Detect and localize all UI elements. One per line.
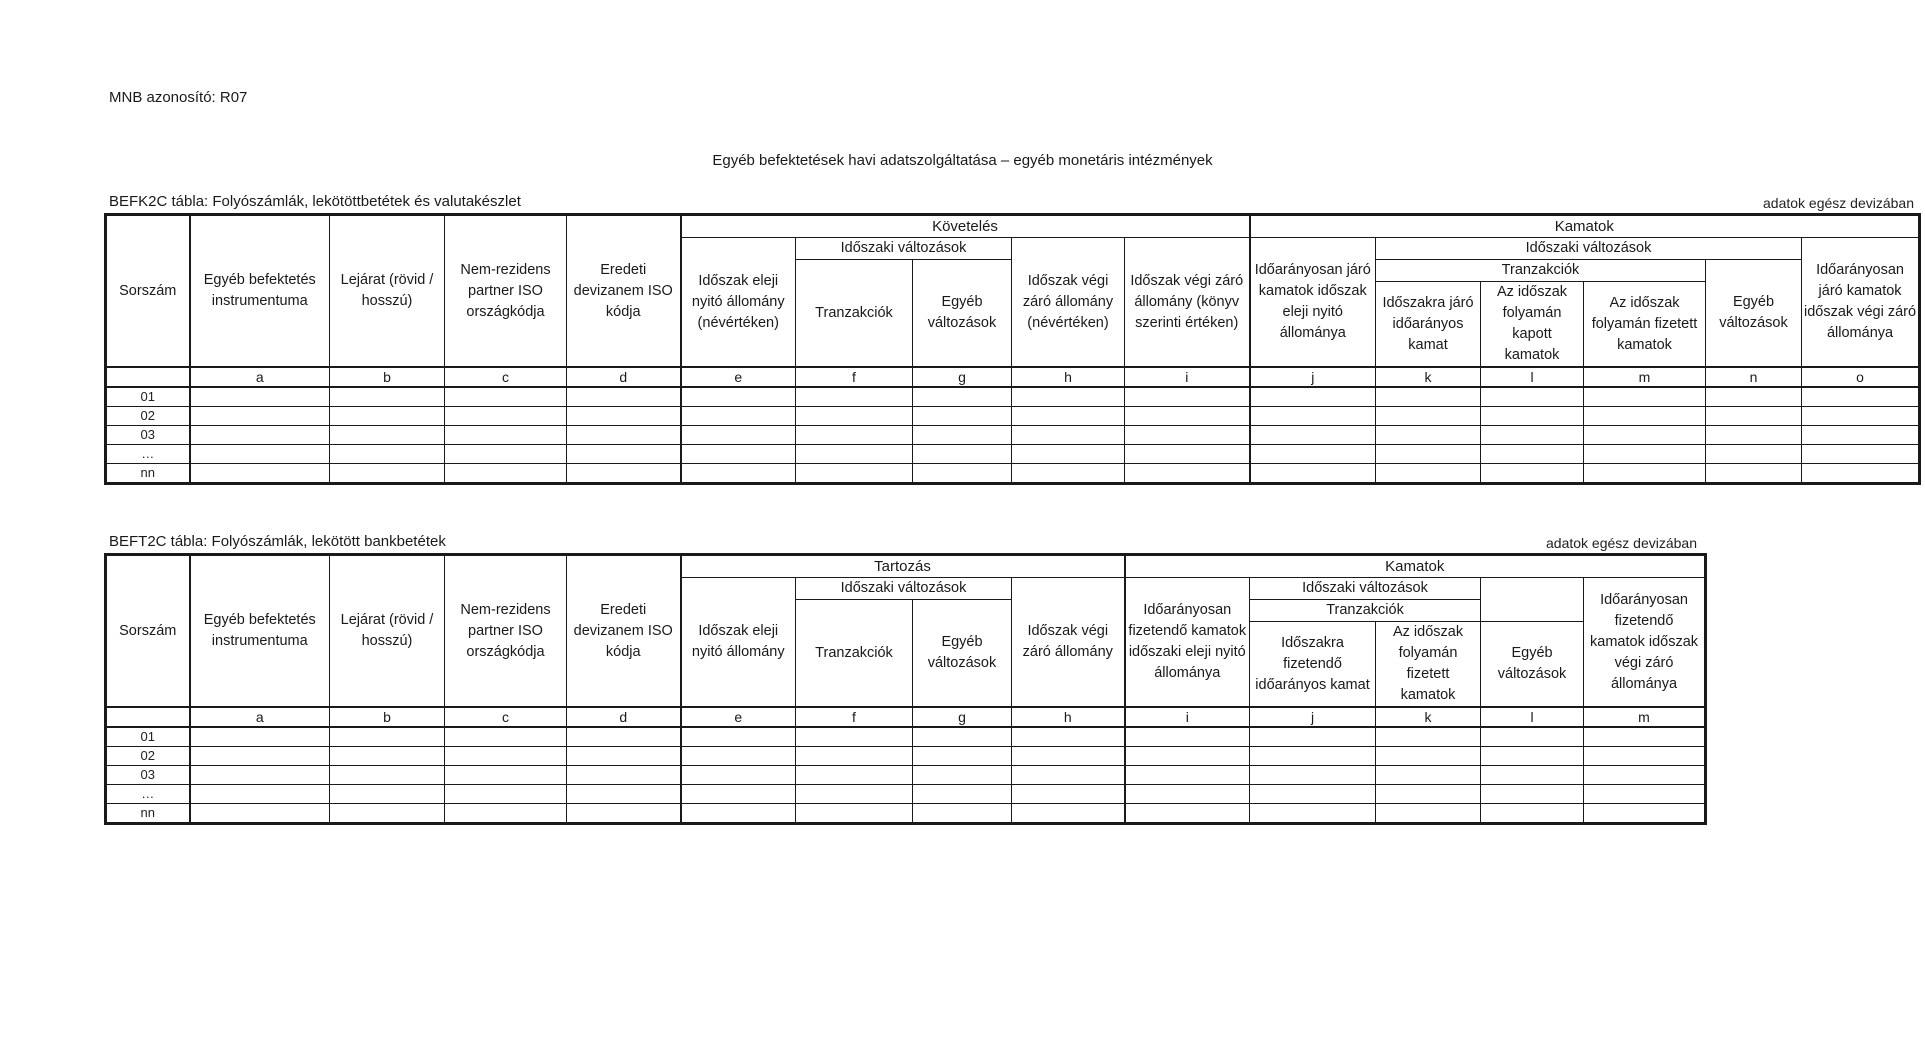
table2-beft2c: [104, 553, 1707, 825]
data-cell-d[interactable]: [567, 464, 681, 484]
data-cell-i[interactable]: [1125, 727, 1250, 747]
data-cell-c[interactable]: [445, 804, 567, 824]
data-cell-b[interactable]: [330, 785, 445, 804]
data-cell-c[interactable]: [445, 747, 567, 766]
data-cell-a[interactable]: [190, 766, 330, 785]
data-cell-k[interactable]: [1376, 747, 1481, 766]
column-letter-h: h: [1012, 707, 1125, 727]
group-header-idoszaki-valtozasok-kamat: Időszaki változások: [1376, 238, 1802, 260]
data-cell-j[interactable]: [1250, 804, 1376, 824]
data-cell-m[interactable]: [1584, 766, 1706, 785]
row-number: 03: [106, 766, 190, 785]
group-header-kamatok: Kamatok: [1125, 555, 1706, 578]
header-col-b: Lejárat (rövid / hosszú): [330, 215, 445, 368]
table-row: [106, 464, 1920, 484]
data-cell-l[interactable]: [1481, 766, 1584, 785]
table-row: [106, 445, 1920, 464]
data-cell-e[interactable]: [681, 785, 796, 804]
table1-title: BEFK2C tábla: Folyószámlák, lekötöttbetétek és valutakészlet: [109, 193, 521, 210]
data-cell-n[interactable]: [1706, 445, 1802, 464]
column-letter-e: e: [681, 707, 796, 727]
header-sorszam: Sorszám: [106, 215, 190, 368]
data-cell-l[interactable]: [1481, 727, 1584, 747]
header-col-d: Eredeti devizanem ISO kódja: [567, 555, 681, 708]
data-cell-f[interactable]: [796, 766, 913, 785]
mnb-identifier: MNB azonosító: R07: [109, 89, 248, 106]
header-col-l: Az időszak folyamán kapott kamatok: [1481, 282, 1584, 368]
header-col-n: Egyéb változások: [1706, 260, 1802, 368]
data-cell-k[interactable]: [1376, 766, 1481, 785]
row-number: …: [106, 785, 190, 804]
header-col-a: Egyéb befektetés instrumentuma: [190, 555, 330, 708]
table-row: [106, 407, 1920, 426]
group-header-tranzakciok: Tranzakciók: [1250, 600, 1481, 622]
data-cell-k[interactable]: [1376, 464, 1481, 484]
group-header-idoszaki-valtozasok: Időszaki változások: [796, 578, 1012, 600]
data-cell-f[interactable]: [796, 727, 913, 747]
data-cell-h[interactable]: [1012, 766, 1125, 785]
header-col-j: Időarányosan járó kamatok időszak eleji nyitó állománya: [1250, 238, 1376, 368]
data-cell-e[interactable]: [681, 747, 796, 766]
data-cell-o[interactable]: [1802, 464, 1920, 484]
data-cell-c[interactable]: [445, 766, 567, 785]
header-col-l: Egyéb változások: [1481, 622, 1584, 708]
data-cell-i[interactable]: [1125, 766, 1250, 785]
data-cell-a[interactable]: [190, 464, 330, 484]
data-cell-b[interactable]: [330, 747, 445, 766]
header-blank-cell: [1481, 578, 1584, 622]
data-cell-g[interactable]: [913, 407, 1012, 426]
data-cell-j[interactable]: [1250, 464, 1376, 484]
data-cell-j[interactable]: [1250, 407, 1376, 426]
data-cell-o[interactable]: [1802, 426, 1920, 445]
header-col-i: Időszak végi záró állomány (könyv szerinti értéken): [1125, 238, 1250, 368]
data-cell-g[interactable]: [913, 464, 1012, 484]
table2-title: BEFT2C tábla: Folyószámlák, lekötött bankbetétek: [109, 533, 446, 550]
table-row: [106, 747, 1706, 766]
data-cell-l[interactable]: [1481, 426, 1584, 445]
data-cell-j[interactable]: [1250, 426, 1376, 445]
data-cell-m[interactable]: [1584, 727, 1706, 747]
data-cell-b[interactable]: [330, 727, 445, 747]
data-cell-g[interactable]: [913, 785, 1012, 804]
group-header-kamatok: Kamatok: [1250, 215, 1920, 238]
row-number: …: [106, 445, 190, 464]
column-letter-j: j: [1250, 367, 1376, 387]
data-cell-d[interactable]: [567, 785, 681, 804]
data-cell-c[interactable]: [445, 407, 567, 426]
data-cell-g[interactable]: [913, 766, 1012, 785]
row-number: 02: [106, 407, 190, 426]
data-cell-d[interactable]: [567, 747, 681, 766]
data-cell-m[interactable]: [1584, 747, 1706, 766]
data-cell-l[interactable]: [1481, 407, 1584, 426]
data-cell-i[interactable]: [1125, 804, 1250, 824]
data-cell-c[interactable]: [445, 445, 567, 464]
data-cell-m[interactable]: [1584, 426, 1706, 445]
data-cell-k[interactable]: [1376, 727, 1481, 747]
table-row: [106, 426, 1920, 445]
row-number: 03: [106, 426, 190, 445]
data-cell-a[interactable]: [190, 407, 330, 426]
data-cell-n[interactable]: [1706, 426, 1802, 445]
table-row: [106, 804, 1706, 824]
data-cell-n[interactable]: [1706, 387, 1802, 407]
column-letter-k: k: [1376, 367, 1481, 387]
table-row: [106, 387, 1920, 407]
data-cell-d[interactable]: [567, 407, 681, 426]
data-cell-h[interactable]: [1012, 407, 1125, 426]
data-cell-g[interactable]: [913, 445, 1012, 464]
column-letter-g: g: [913, 707, 1012, 727]
header-col-f: Tranzakciók: [796, 260, 913, 368]
table2-unit-note: adatok egész devizában: [1546, 535, 1697, 551]
data-cell-j[interactable]: [1250, 387, 1376, 407]
data-cell-h[interactable]: [1012, 445, 1125, 464]
data-cell-i[interactable]: [1125, 407, 1250, 426]
data-cell-o[interactable]: [1802, 387, 1920, 407]
data-cell-n[interactable]: [1706, 407, 1802, 426]
data-cell-i[interactable]: [1125, 464, 1250, 484]
data-cell-b[interactable]: [330, 387, 445, 407]
data-cell-j[interactable]: [1250, 727, 1376, 747]
row-number: 01: [106, 387, 190, 407]
column-letter-m: m: [1584, 707, 1706, 727]
data-cell-k[interactable]: [1376, 785, 1481, 804]
data-cell-m[interactable]: [1584, 387, 1706, 407]
data-cell-f[interactable]: [796, 464, 913, 484]
data-cell-f[interactable]: [796, 407, 913, 426]
data-cell-a[interactable]: [190, 804, 330, 824]
data-cell-g[interactable]: [913, 747, 1012, 766]
document-title: Egyéb befektetések havi adatszolgáltatása – egyéb monetáris intézmények: [712, 152, 1213, 169]
data-cell-d[interactable]: [567, 387, 681, 407]
data-cell-h[interactable]: [1012, 464, 1125, 484]
header-col-f: Tranzakciók: [796, 600, 913, 708]
data-cell-e[interactable]: [681, 727, 796, 747]
data-cell-h[interactable]: [1012, 387, 1125, 407]
data-cell-j[interactable]: [1250, 445, 1376, 464]
column-letter-d: d: [567, 367, 681, 387]
data-cell-k[interactable]: [1376, 445, 1481, 464]
data-cell-k[interactable]: [1376, 387, 1481, 407]
table1-unit-note: adatok egész devizában: [1763, 195, 1914, 211]
data-cell-c[interactable]: [445, 785, 567, 804]
column-letter-a: a: [190, 707, 330, 727]
data-cell-a[interactable]: [190, 387, 330, 407]
data-cell-m[interactable]: [1584, 785, 1706, 804]
data-cell-k[interactable]: [1376, 804, 1481, 824]
data-cell-c[interactable]: [445, 387, 567, 407]
data-cell-n[interactable]: [1706, 464, 1802, 484]
header-col-h: Időszak végi záró állomány (névértéken): [1012, 238, 1125, 368]
header-col-k: Az időszak folyamán fizetett kamatok: [1376, 622, 1481, 708]
header-col-b: Lejárat (rövid / hosszú): [330, 555, 445, 708]
column-letter-a: a: [190, 367, 330, 387]
data-cell-a[interactable]: [190, 727, 330, 747]
column-letter-g: g: [913, 367, 1012, 387]
data-cell-l[interactable]: [1481, 387, 1584, 407]
group-header-idoszaki-valtozasok: Időszaki változások: [796, 238, 1012, 260]
data-cell-o[interactable]: [1802, 445, 1920, 464]
data-cell-h[interactable]: [1012, 785, 1125, 804]
header-col-m: Az időszak folyamán fizetett kamatok: [1584, 282, 1706, 368]
data-cell-i[interactable]: [1125, 747, 1250, 766]
data-cell-m[interactable]: [1584, 464, 1706, 484]
data-cell-f[interactable]: [796, 426, 913, 445]
letter-cell-blank: [106, 707, 190, 727]
data-cell-j[interactable]: [1250, 785, 1376, 804]
data-cell-c[interactable]: [445, 464, 567, 484]
data-cell-e[interactable]: [681, 426, 796, 445]
data-cell-f[interactable]: [796, 804, 913, 824]
group-header-tranzakciok: Tranzakciók: [1376, 260, 1706, 282]
header-col-g: Egyéb változások: [913, 600, 1012, 708]
header-col-k: Időszakra járó időarányos kamat: [1376, 282, 1481, 368]
data-cell-l[interactable]: [1481, 747, 1584, 766]
column-letter-b: b: [330, 707, 445, 727]
group-header-tartozas: Tartozás: [681, 555, 1125, 578]
column-letter-d: d: [567, 707, 681, 727]
column-letter-c: c: [445, 367, 567, 387]
data-cell-f[interactable]: [796, 785, 913, 804]
data-cell-d[interactable]: [567, 727, 681, 747]
data-cell-d[interactable]: [567, 766, 681, 785]
data-cell-f[interactable]: [796, 445, 913, 464]
header-col-i: Időarányosan fizetendő kamatok időszaki eleji nyitó állománya: [1125, 578, 1250, 708]
data-cell-e[interactable]: [681, 387, 796, 407]
group-header-idoszaki-valtozasok-kamat: Időszaki változások: [1250, 578, 1481, 600]
data-cell-g[interactable]: [913, 426, 1012, 445]
column-letter-m: m: [1584, 367, 1706, 387]
row-number: nn: [106, 804, 190, 824]
row-number: 02: [106, 747, 190, 766]
column-letter-i: i: [1125, 367, 1250, 387]
data-cell-h[interactable]: [1012, 747, 1125, 766]
table-row: [106, 766, 1706, 785]
data-cell-d[interactable]: [567, 426, 681, 445]
data-cell-h[interactable]: [1012, 804, 1125, 824]
header-col-c: Nem-rezidens partner ISO országkódja: [445, 555, 567, 708]
header-col-d: Eredeti devizanem ISO kódja: [567, 215, 681, 368]
data-cell-l[interactable]: [1481, 464, 1584, 484]
data-cell-e[interactable]: [681, 445, 796, 464]
data-cell-f[interactable]: [796, 747, 913, 766]
data-cell-i[interactable]: [1125, 445, 1250, 464]
row-number: 01: [106, 727, 190, 747]
data-cell-k[interactable]: [1376, 426, 1481, 445]
row-number: nn: [106, 464, 190, 484]
header-col-g: Egyéb változások: [913, 260, 1012, 368]
data-cell-e[interactable]: [681, 407, 796, 426]
group-header-kovetel: Követelés: [681, 215, 1250, 238]
table-row: [106, 785, 1706, 804]
header-col-h: Időszak végi záró állomány: [1012, 578, 1125, 708]
data-cell-a[interactable]: [190, 747, 330, 766]
data-cell-e[interactable]: [681, 464, 796, 484]
column-letter-b: b: [330, 367, 445, 387]
data-cell-f[interactable]: [796, 387, 913, 407]
data-cell-d[interactable]: [567, 804, 681, 824]
header-col-o: Időarányosan járó kamatok időszak végi záró állománya: [1802, 238, 1920, 368]
data-cell-k[interactable]: [1376, 407, 1481, 426]
data-cell-l[interactable]: [1481, 785, 1584, 804]
data-cell-b[interactable]: [330, 766, 445, 785]
column-letter-f: f: [796, 367, 913, 387]
data-cell-g[interactable]: [913, 387, 1012, 407]
data-cell-h[interactable]: [1012, 727, 1125, 747]
header-col-c: Nem-rezidens partner ISO országkódja: [445, 215, 567, 368]
data-cell-a[interactable]: [190, 445, 330, 464]
header-col-m: Időarányosan fizetendő kamatok időszak végi záró állománya: [1584, 578, 1706, 708]
data-cell-b[interactable]: [330, 464, 445, 484]
data-cell-b[interactable]: [330, 407, 445, 426]
data-cell-o[interactable]: [1802, 407, 1920, 426]
column-letter-o: o: [1802, 367, 1920, 387]
data-cell-b[interactable]: [330, 426, 445, 445]
column-letter-h: h: [1012, 367, 1125, 387]
data-cell-b[interactable]: [330, 804, 445, 824]
data-cell-m[interactable]: [1584, 407, 1706, 426]
data-cell-a[interactable]: [190, 426, 330, 445]
column-letter-j: j: [1250, 707, 1376, 727]
header-col-a: Egyéb befektetés instrumentuma: [190, 215, 330, 368]
data-cell-e[interactable]: [681, 804, 796, 824]
column-letter-n: n: [1706, 367, 1802, 387]
data-cell-i[interactable]: [1125, 387, 1250, 407]
data-cell-m[interactable]: [1584, 804, 1706, 824]
table1-befk2c: [104, 213, 1921, 485]
data-cell-g[interactable]: [913, 727, 1012, 747]
header-col-j: Időszakra fizetendő időarányos kamat: [1250, 622, 1376, 708]
data-cell-c[interactable]: [445, 727, 567, 747]
column-letter-l: l: [1481, 707, 1584, 727]
data-cell-h[interactable]: [1012, 426, 1125, 445]
data-cell-i[interactable]: [1125, 785, 1250, 804]
column-letter-i: i: [1125, 707, 1250, 727]
column-letter-c: c: [445, 707, 567, 727]
column-letter-f: f: [796, 707, 913, 727]
data-cell-i[interactable]: [1125, 426, 1250, 445]
data-cell-e[interactable]: [681, 766, 796, 785]
data-cell-l[interactable]: [1481, 804, 1584, 824]
data-cell-m[interactable]: [1584, 445, 1706, 464]
data-cell-g[interactable]: [913, 804, 1012, 824]
data-cell-l[interactable]: [1481, 445, 1584, 464]
data-cell-j[interactable]: [1250, 766, 1376, 785]
data-cell-d[interactable]: [567, 445, 681, 464]
table-row: [106, 727, 1706, 747]
header-col-e: Időszak eleji nyitó állomány (névértéken): [681, 238, 796, 368]
data-cell-a[interactable]: [190, 785, 330, 804]
data-cell-b[interactable]: [330, 445, 445, 464]
column-letter-e: e: [681, 367, 796, 387]
data-cell-j[interactable]: [1250, 747, 1376, 766]
header-sorszam: Sorszám: [106, 555, 190, 708]
data-cell-c[interactable]: [445, 426, 567, 445]
column-letter-k: k: [1376, 707, 1481, 727]
column-letter-l: l: [1481, 367, 1584, 387]
header-col-e: Időszak eleji nyitó állomány: [681, 578, 796, 708]
letter-cell-blank: [106, 367, 190, 387]
